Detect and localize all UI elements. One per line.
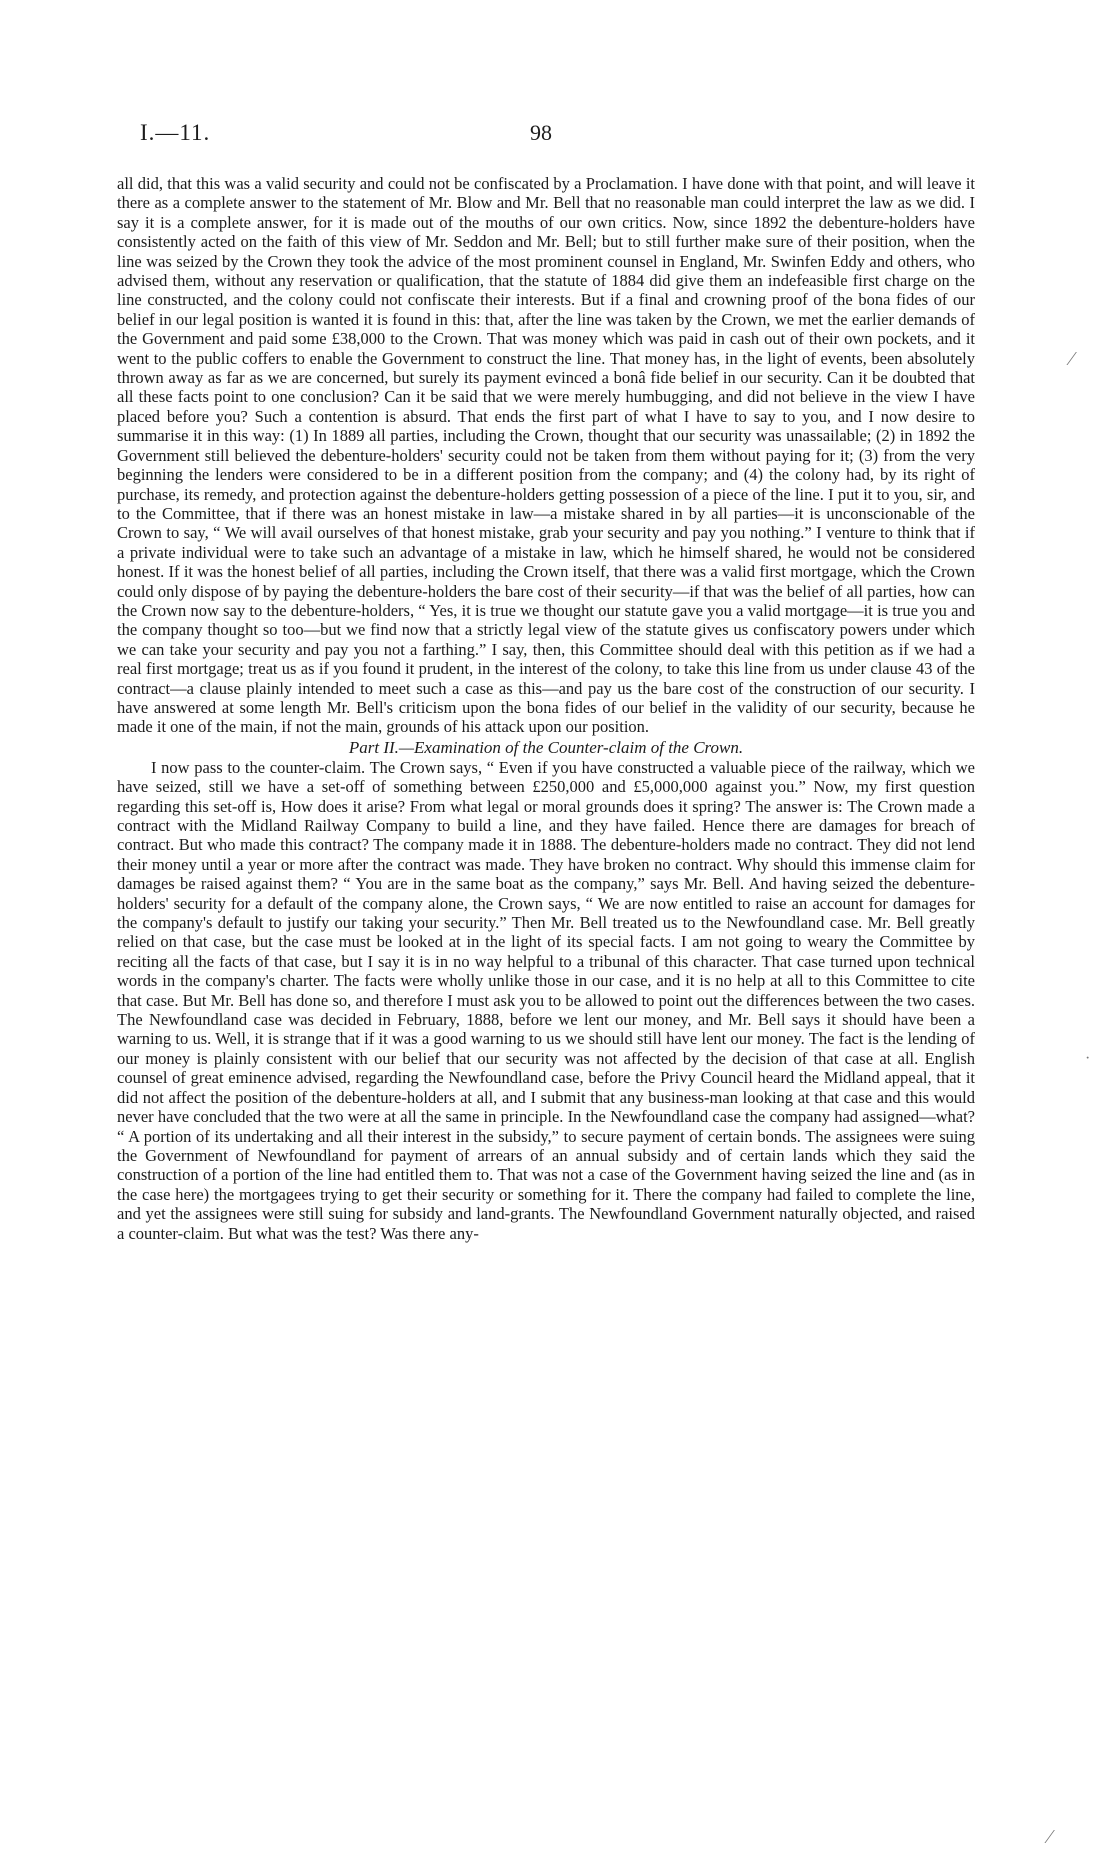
section-heading: Part II.—Examination of the Counter-claim of the Crown.	[348, 737, 744, 757]
paragraph: I now pass to the counter-claim. The Crown says, “ Even if you have constructed a valuable piece of the railway, which we have seized, still we have a set-off of something between £250,000 and £5,000,000 against you.” Now, my first question regarding this set-off is, How does it arise? From what legal or moral grounds does it spring? The answer is: The Crown made a contract with the Midland Railway Company to build a line, and they have failed. Hence there are damages for breach of contract. But who made this contract? The company made it in 1888. The debenture-holders made no contract. They did not lend their money until a year or more after the contract was made. They have broken no contract. Why should this immense claim for damages be raised against them? “ You are in the same boat as the company,” says Mr. Bell. And having seized the debenture-holders' security for a default of the company alone, the Crown says, “ We are now entitled to raise an account for damages for the company's default to justify our taking your security.” Then Mr. Bell treated us to the Newfoundland case. Mr. Bell greatly relied on that case, but the case must be looked at in the light of its special facts. I am not going to weary the Committee by reciting all the facts of that case, but I say it is in no way helpful to a tribunal of this character. That case turned upon technical words in the company's charter. The facts were wholly unlike those in our case, and it is no help at all to this Committee to cite that case. But Mr. Bell has done so, and therefore I must ask you to be allowed to point out the differences between the two cases. The Newfoundland case was decided in February, 1888, before we lent our money, and Mr. Bell says it should have been a warning to us. Well, it is strange that if it was a good warning to us we should still have lent our money. The fact is the lending of our money is plainly consistent with our belief that our security was not affected by the decision of that case at all. English counsel of great eminence advised, regarding the Newfoundland case, before the Privy Council heard the Midland appeal, that it did not affect the position of the debenture-holders at all, and I submit that any business-man looking at that case and this would never have concluded that the two were at all the same in principle. In the Newfoundland case the company had assigned—what? “ A portion of its undertaking and all their interest in the subsidy,” to secure payment of certain bonds. The assignees were suing the Government of Newfoundland for payment of arrears of an annual subsidy and of certain lands which they said the construction of a portion of the line had entitled them to. That was not a case of the Government having seized the line and (as in the case here) the mortgagees trying to get their security or something for it. There the company had failed to complete the line, and yet the assignees were still suing for subsidy and land-grants. The Newfoundland Government naturally objected, and raised a counter-claim. But what was the test? Was there any-	[117, 757, 975, 1243]
page-number: 98	[530, 120, 552, 145]
margin-tick-mark: ⁄	[1070, 348, 1074, 370]
page-header	[140, 120, 970, 152]
margin-tick-mark: ⁄	[1048, 1826, 1052, 1848]
margin-tick-mark: ·	[1085, 1050, 1091, 1067]
report-reference: I.—11.	[140, 120, 211, 145]
document-body	[117, 174, 975, 1243]
paragraph: all did, that this was a valid security and could not be confiscated by a Proclamation. I have done with that point, and will leave it there as a complete answer to the statement of Mr. Blow and Mr. Bell that no reasonable man could interpret the law as we did. I say it is a complete answer, for it is made out of the mouths of our own critics. Now, since 1892 the debenture-holders have consistently acted on the faith of this view of Mr. Seddon and Mr. Bell; but to still further make sure of their position, when the line was seized by the Crown they took the advice of the most prominent counsel in England, Mr. Swinfen Eddy and others, who advised them, without any reservation or qualification, that the statute of 1884 did give them an indefeasible first charge on the line constructed, and the colony could not confiscate their interests. But if a final and crowning proof of the bona fides of our belief in our legal position is wanted it is found in this: that, after the line was taken by the Crown, we met the earlier demands of the Government and paid some £38,000 to the Crown. That was money which was paid in cash out of their own pockets, and it went to the public coffers to enable the Government to construct the line. That money has, in the light of events, been absolutely thrown away as far as we are concerned, but surely its payment evinced a bonâ fide belief in our security. Can it be doubted that all these facts point to one conclusion? Can it be said that we were merely humbugging, and did not believe in the view I have placed before you? Such a contention is absurd. That ends the first part of what I have to say to you, and I now desire to summarise it in this way: (1) In 1889 all parties, including the Crown, thought that our security was unassailable; (2) in 1892 the Government still believed the debenture-holders' security could not be taken from them without paying for it; (3) from the very beginning the lenders were considered to be in a different position from the company; and (4) the colony had, by its right of purchase, its remedy, and protection against the debenture-holders getting possession of a piece of the line. I put it to you, sir, and to the Committee, that if there was an honest mistake in law—a mistake shared in by all parties—it is unconscionable of the Crown to say, “ We will avail ourselves of that honest mistake, grab your security and pay you nothing.” I venture to think that if a private individual were to take such an advantage of a mistake in law, which he himself shared, he would not be considered honest. If it was the honest belief of all parties, including the Crown itself, that there was a valid first mortgage, which the Crown could only dispose of by paying the debenture-holders the bare cost of their security—if that was the belief of all parties, how can the Crown now say to the debenture-holders, “ Yes, it is true we thought our statute gave you a valid mortgage—it is true you and the company thought so too—but we find now that a strictly legal view of the statute gives us confiscatory powers under which we can take your security and pay you not a farthing.” I say, then, this Committee should deal with this petition as if we had a real first mortgage; treat us as if you found it prudent, in the interest of the colony, to take this line from us under clause 43 of the contract—a clause plainly intended to meet such a case as this—and pay us the bare cost of the construction of our security. I have answered at some length Mr. Bell's criticism upon the bona fides of our belief in the validity of our security, because he made it one of the main, if not the main, grounds of his attack upon our position.	[117, 174, 975, 737]
